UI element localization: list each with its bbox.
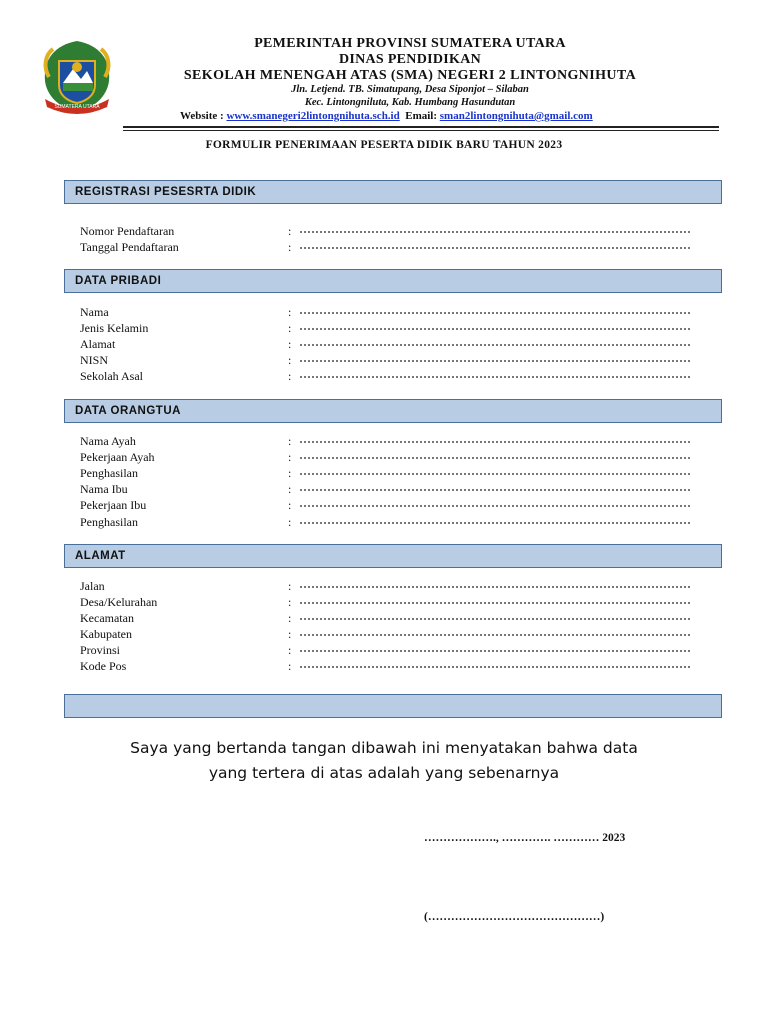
field-colon: : [288, 224, 292, 238]
section-header-alamat [64, 544, 722, 568]
field-jalan[interactable] [80, 579, 700, 595]
field-colon: : [288, 337, 292, 351]
field-colon: : [288, 643, 292, 657]
field-colon: : [288, 369, 292, 383]
field-nama-ayah[interactable] [80, 434, 700, 450]
section-header-empty [64, 694, 722, 718]
field-label: NISN [80, 353, 109, 367]
declaration-line-2: yang tertera di atas adalah yang sebenarnya [208, 764, 560, 782]
field-colon: : [288, 434, 292, 448]
provincial-emblem-logo [33, 37, 121, 115]
field-dotted-line[interactable] [299, 616, 691, 622]
field-kabupaten[interactable] [80, 627, 700, 643]
form-title: FORMULIR PENERIMAAN PESERTA DIDIK BARU TAHUN 2023 [205, 139, 563, 151]
field-label: Nama Ibu [80, 482, 128, 496]
field-colon: : [288, 353, 292, 367]
field-label: Penghasilan [80, 515, 138, 529]
field-dotted-line[interactable] [299, 326, 691, 332]
field-label: Alamat [80, 337, 116, 351]
field-colon: : [288, 659, 292, 673]
field-label: Nomor Pendaftaran [80, 224, 175, 238]
field-label: Pekerjaan Ayah [80, 450, 155, 464]
field-tanggal-pendaftaran[interactable] [80, 240, 700, 256]
field-desa-kelurahan[interactable] [80, 595, 700, 611]
declaration-line-1: Saya yang bertanda tangan dibawah ini menyatakan bahwa data [130, 739, 638, 757]
field-dotted-line[interactable] [299, 310, 691, 316]
field-pekerjaan-ibu[interactable] [80, 498, 700, 514]
field-pekerjaan-ayah[interactable] [80, 450, 700, 466]
section-title: ALAMAT [75, 550, 126, 562]
signature-place-date[interactable]: ………………., …………. ………… 2023 [424, 832, 626, 844]
field-label: Pekerjaan Ibu [80, 498, 147, 512]
field-colon: : [288, 482, 292, 496]
field-colon: : [288, 498, 292, 512]
field-colon: : [288, 466, 292, 480]
field-nisn[interactable] [80, 353, 700, 369]
logo-text: SUMATERA UTARA [54, 104, 100, 110]
field-dotted-line[interactable] [299, 455, 691, 461]
header-contact [180, 110, 593, 122]
field-label: Nama Ayah [80, 434, 136, 448]
field-label: Nama [80, 305, 109, 319]
field-dotted-line[interactable] [299, 342, 691, 348]
header-address-street: Jln. Letjend. TB. Simatupang, Desa Siponjot – Silaban [291, 84, 529, 95]
field-dotted-line[interactable] [299, 358, 691, 364]
field-penghasilan-ayah[interactable] [80, 466, 700, 482]
field-colon: : [288, 305, 292, 319]
field-jenis-kelamin[interactable] [80, 321, 700, 337]
header-department: DINAS PENDIDIKAN [338, 52, 482, 67]
field-provinsi[interactable] [80, 643, 700, 659]
field-colon: : [288, 579, 292, 593]
field-dotted-line[interactable] [299, 471, 691, 477]
field-label: Kabupaten [80, 627, 132, 641]
field-nama[interactable] [80, 305, 700, 321]
field-colon: : [288, 611, 292, 625]
field-dotted-line[interactable] [299, 600, 691, 606]
field-nama-ibu[interactable] [80, 482, 700, 498]
field-dotted-line[interactable] [299, 487, 691, 493]
header-school-name: SEKOLAH MENENGAH ATAS (SMA) NEGERI 2 LINTONGNIHUTA [183, 68, 637, 83]
section-title: DATA PRIBADI [75, 275, 162, 287]
field-dotted-line[interactable] [299, 648, 691, 654]
field-colon: : [288, 595, 292, 609]
field-dotted-line[interactable] [299, 229, 691, 235]
email-link[interactable]: sman2lintongnihuta@gmail.com [439, 110, 593, 122]
field-dotted-line[interactable] [299, 245, 691, 251]
header-rule-thick [123, 126, 719, 128]
field-penghasilan-ibu[interactable] [80, 515, 700, 531]
field-colon: : [288, 321, 292, 335]
field-colon: : [288, 450, 292, 464]
section-header-registrasi [64, 180, 722, 204]
website-link[interactable]: www.smanegeri2lintongnihuta.sch.id [226, 110, 400, 122]
field-label: Kecamatan [80, 611, 134, 625]
field-nomor-pendaftaran[interactable] [80, 224, 700, 240]
section-header-data-pribadi [64, 269, 722, 293]
field-dotted-line[interactable] [299, 520, 691, 526]
section-title: REGISTRASI PESESRTA DIDIK [75, 186, 257, 198]
email-label: Email: [405, 110, 438, 122]
field-colon: : [288, 627, 292, 641]
field-label: Kode Pos [80, 659, 127, 673]
field-alamat[interactable] [80, 337, 700, 353]
field-dotted-line[interactable] [299, 584, 691, 590]
field-label: Tanggal Pendaftaran [80, 240, 179, 254]
field-label: Provinsi [80, 643, 121, 657]
field-label: Jenis Kelamin [80, 321, 149, 335]
field-label: Desa/Kelurahan [80, 595, 158, 609]
field-colon: : [288, 515, 292, 529]
section-header-data-orangtua [64, 399, 722, 423]
header-government: PEMERINTAH PROVINSI SUMATERA UTARA [254, 36, 566, 51]
website-label: Website : [180, 110, 224, 122]
field-dotted-line[interactable] [299, 503, 691, 509]
field-dotted-line[interactable] [299, 439, 691, 445]
field-sekolah-asal[interactable] [80, 369, 700, 385]
field-dotted-line[interactable] [299, 374, 691, 380]
header-address-district: Kec. Lintongniluta, Kab. Humbang Hasundutan [304, 97, 516, 108]
header-rule-thin [123, 130, 719, 131]
section-title: DATA ORANGTUA [75, 405, 181, 417]
field-colon: : [288, 240, 292, 254]
field-kecamatan[interactable] [80, 611, 700, 627]
field-label: Sekolah Asal [80, 369, 143, 383]
field-kode-pos[interactable] [80, 659, 700, 675]
signature-name[interactable]: (………………………………………) [424, 911, 605, 923]
field-dotted-line[interactable] [299, 632, 691, 638]
field-label: Penghasilan [80, 466, 138, 480]
field-dotted-line[interactable] [299, 664, 691, 670]
field-label: Jalan [80, 579, 105, 593]
